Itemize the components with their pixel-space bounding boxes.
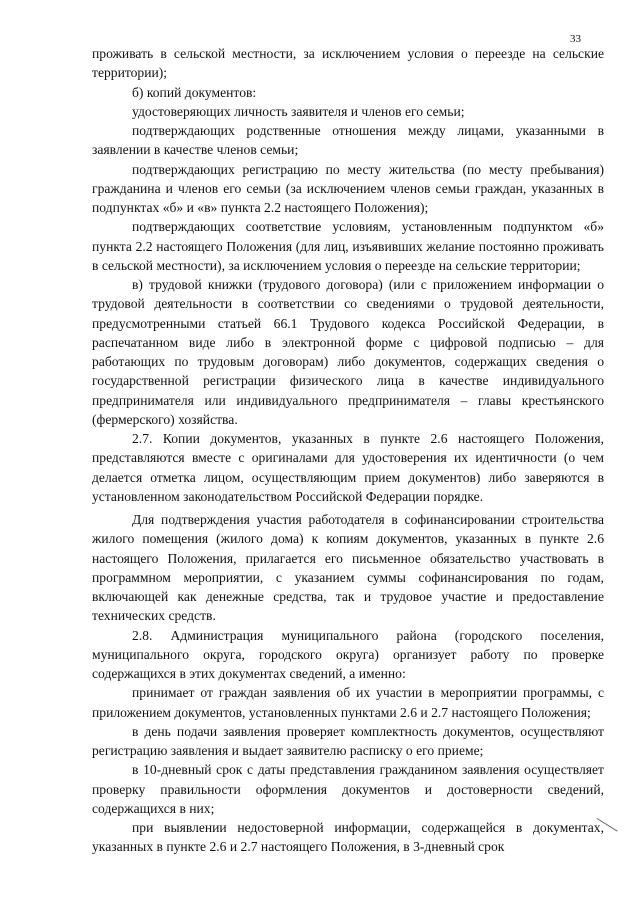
- paragraph: 2.7. Копии документов, указанных в пункте 2.6 настоящего Положения, представляются вместе с оригиналами для удостоверения их идентичности (о чем делается отметка лицом, осуществляющим прием документов) либо заверяются в установленном законодательством Российской Федерации порядке.: [92, 431, 604, 504]
- paragraph: при выявлении недостоверной информации, содержащейся в документах, указанных в пункте 2.6 и 2.7 настоящего Положения, в 3-дневный срок: [92, 820, 604, 855]
- paragraph: подтверждающих соответствие условиям, установленным подпунктом «б» пункта 2.2 настоящего Положения (для лиц, изъявивших желание постоянно проживать в сельской местности), за исключением условия о переезде на сельские территории;: [92, 219, 604, 273]
- document-body: [92, 44, 604, 857]
- paragraph: принимает от граждан заявления об их участии в мероприятии программы, с приложением документов, установленных пунктами 2.6 и 2.7 настоящего Положения;: [92, 685, 604, 720]
- paragraph: Для подтверждения участия работодателя в софинансировании строительства жилого помещения (жилого дома) к копиям документов, указанных в пункте 2.6 настоящего Положения, прилагается его письменное обязательство участвовать в программном мероприятии, с указанием суммы софинансирования по годам, включающей как денежные средства, так и трудовое участие и предоставление технических средств.: [92, 512, 604, 624]
- paragraph: в) трудовой книжки (трудового договора) (или с приложением информации о трудовой деятельности в соответствии со сведениями о трудовой деятельности, предусмотренными статьей 66.1 Трудового кодекса Российской Федерации, в распечатанном виде либо в электронной форме с цифровой подписью – для работающих по трудовым договорам) либо документов, содержащих сведения о государственной регистрации физического лица в качестве индивидуального предпринимателя или индивидуального предпринимателя – главы крестьянского (фермерского) хозяйства.: [92, 277, 604, 427]
- paragraph: подтверждающих родственные отношения между лицами, указанными в заявлении в качестве членов семьи;: [92, 123, 604, 158]
- paragraph: в 10-дневный срок с даты представления гражданином заявления осуществляет проверку правильности оформления документов и достоверности сведений, содержащихся в них;: [92, 762, 604, 816]
- paragraph: удостоверяющих личность заявителя и членов его семьи;: [132, 103, 465, 119]
- paragraph: 2.8. Администрация муниципального района (городского поселения, муниципального округа, городского округа) организует работу по проверке содержащихся в этих документах сведений, а именно:: [92, 627, 604, 681]
- page-number: 33: [570, 33, 581, 45]
- paragraph: в день подачи заявления проверяет комплектность документов, осуществляют регистрацию заявления и выдает заявителю расписку о его приеме;: [92, 723, 604, 758]
- paragraph: подтверждающих регистрацию по месту жительства (по месту пребывания) гражданина и членов его семьи (за исключением членов семьи граждан, указанных в подпунктах «б» и «в» пункта 2.2 настоящего Положения);: [92, 161, 604, 215]
- paragraph: проживать в сельской местности, за исключением условия о переезде на сельские территории);: [92, 46, 604, 81]
- paragraph: б) копий документов:: [132, 84, 257, 100]
